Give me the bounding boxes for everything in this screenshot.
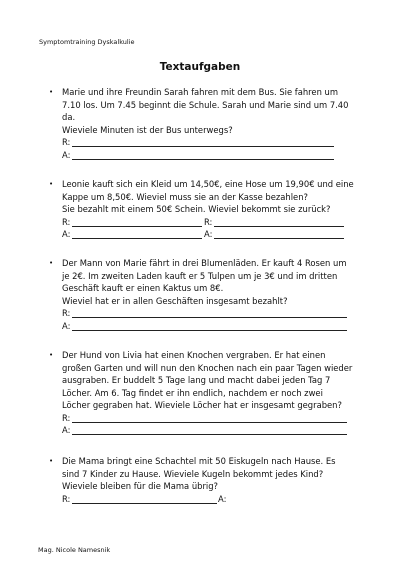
answer-line[interactable] [72, 434, 347, 435]
answer-row-r [62, 307, 362, 320]
answer-line[interactable] [72, 159, 334, 160]
task-text-line: Geschäft kauft er einen Kaktus um 8€. [62, 283, 224, 293]
task-text-line: je 2€. Im zweiten Laden kauft er 5 Tulpen um je 3€ und im dritten [62, 270, 338, 281]
answer-row-a [62, 424, 362, 437]
page-title: Textaufgaben [159, 61, 241, 73]
calc-label: R: [204, 216, 213, 227]
bullet-icon: • [49, 457, 54, 465]
task-text-line: Der Hund von Livia hat einen Knochen vergraben. Er hat einen [62, 350, 326, 360]
task-1 [49, 86, 362, 161]
task-text-line: Der Mann von Marie fährt in drei Blumenläden. Er kauft 4 Rosen um [62, 258, 347, 268]
calc-label: R: [62, 137, 71, 147]
task-text-line: Sie bezahlt mit einem 50€ Schein. Wieviel bekommt sie zurück? [62, 204, 331, 214]
task-text-line: Wieviele Minuten ist der Bus unterwegs? [62, 124, 233, 135]
task-text-line: Wieviele bleiben für die Mama übrig? [62, 481, 219, 491]
task-text-line: Löcher. Am 6. Tag findet er ihn endlich, nachdem er noch zwei [62, 387, 323, 398]
answer-label: A: [218, 493, 227, 504]
task-text-line: Marie und ihre Freundin Sarah fahren mit dem Bus. Sie fahren um [62, 87, 339, 97]
task-3 [49, 257, 362, 332]
task-5 [49, 455, 362, 505]
calc-label: R: [62, 308, 71, 318]
calc-label: R: [62, 493, 71, 504]
bullet-icon: • [49, 180, 54, 188]
answer-row-r [62, 136, 362, 149]
bullet-icon: • [49, 259, 54, 267]
task-text-line: Wieviel hat er in allen Geschäften insgesamt bezahlt? [62, 295, 288, 306]
calc-answer-line[interactable] [72, 317, 347, 318]
answer-row [62, 493, 362, 506]
task-text-line: großen Garten und will nun den Knochen nach ein paar Tagen wieder [62, 362, 353, 373]
task-text-line: 7.10 los. Um 7.45 beginnt die Schule. Sarah und Marie sind um 7.40 [62, 99, 349, 110]
task-text-line: Die Mama bringt eine Schachtel mit 50 Eiskugeln nach Hause. Es [62, 456, 336, 466]
calc-label: R: [62, 412, 71, 423]
calc-answer-line-left[interactable] [72, 226, 202, 227]
calc-label: R: [62, 216, 71, 227]
task-text-line: Leonie kauft sich ein Kleid um 14,50€, eine Hose um 19,90€ und eine [62, 179, 354, 189]
answer-line-right[interactable] [214, 238, 344, 239]
task-4 [49, 349, 362, 437]
answer-label: A: [62, 229, 71, 239]
answer-line-left[interactable] [72, 238, 202, 239]
answer-label: A: [62, 425, 71, 435]
page-footer: Mag. Nicole Namesnik [38, 546, 111, 554]
answer-row-a [62, 149, 362, 162]
task-text-line: Kappe um 8,50€. Wieviel muss sie an der Kasse bezahlen? [62, 191, 308, 202]
answer-label: A: [62, 320, 71, 331]
task-text-line: sind 7 Kinder zu Hause. Wieviele Kugeln bekommt jedes Kind? [62, 468, 324, 479]
bullet-icon: • [49, 88, 54, 96]
task-2 [49, 178, 362, 241]
answer-row-a [62, 320, 362, 333]
calc-answer-line[interactable] [72, 422, 347, 423]
bullet-icon: • [49, 351, 54, 359]
calc-answer-line[interactable] [72, 503, 217, 504]
task-text-line: ausgraben. Er buddelt 5 Tage lang und macht dabei jeden Tag 7 [62, 375, 331, 385]
answer-row-r [62, 412, 362, 425]
task-text-line: da. [62, 112, 76, 122]
page-header: Symptomtraining Dyskalkulie [39, 38, 135, 46]
calc-answer-line[interactable] [72, 146, 334, 147]
calc-answer-line-right[interactable] [214, 226, 344, 227]
answer-label: A: [204, 229, 213, 239]
answer-line[interactable] [72, 330, 347, 331]
answer-row-r [62, 216, 362, 229]
answer-row-a [62, 228, 362, 241]
task-text-line: Löcher gegraben hat. Wieviele Löcher hat er insgesamt gegraben? [62, 400, 342, 410]
answer-label: A: [62, 149, 71, 160]
